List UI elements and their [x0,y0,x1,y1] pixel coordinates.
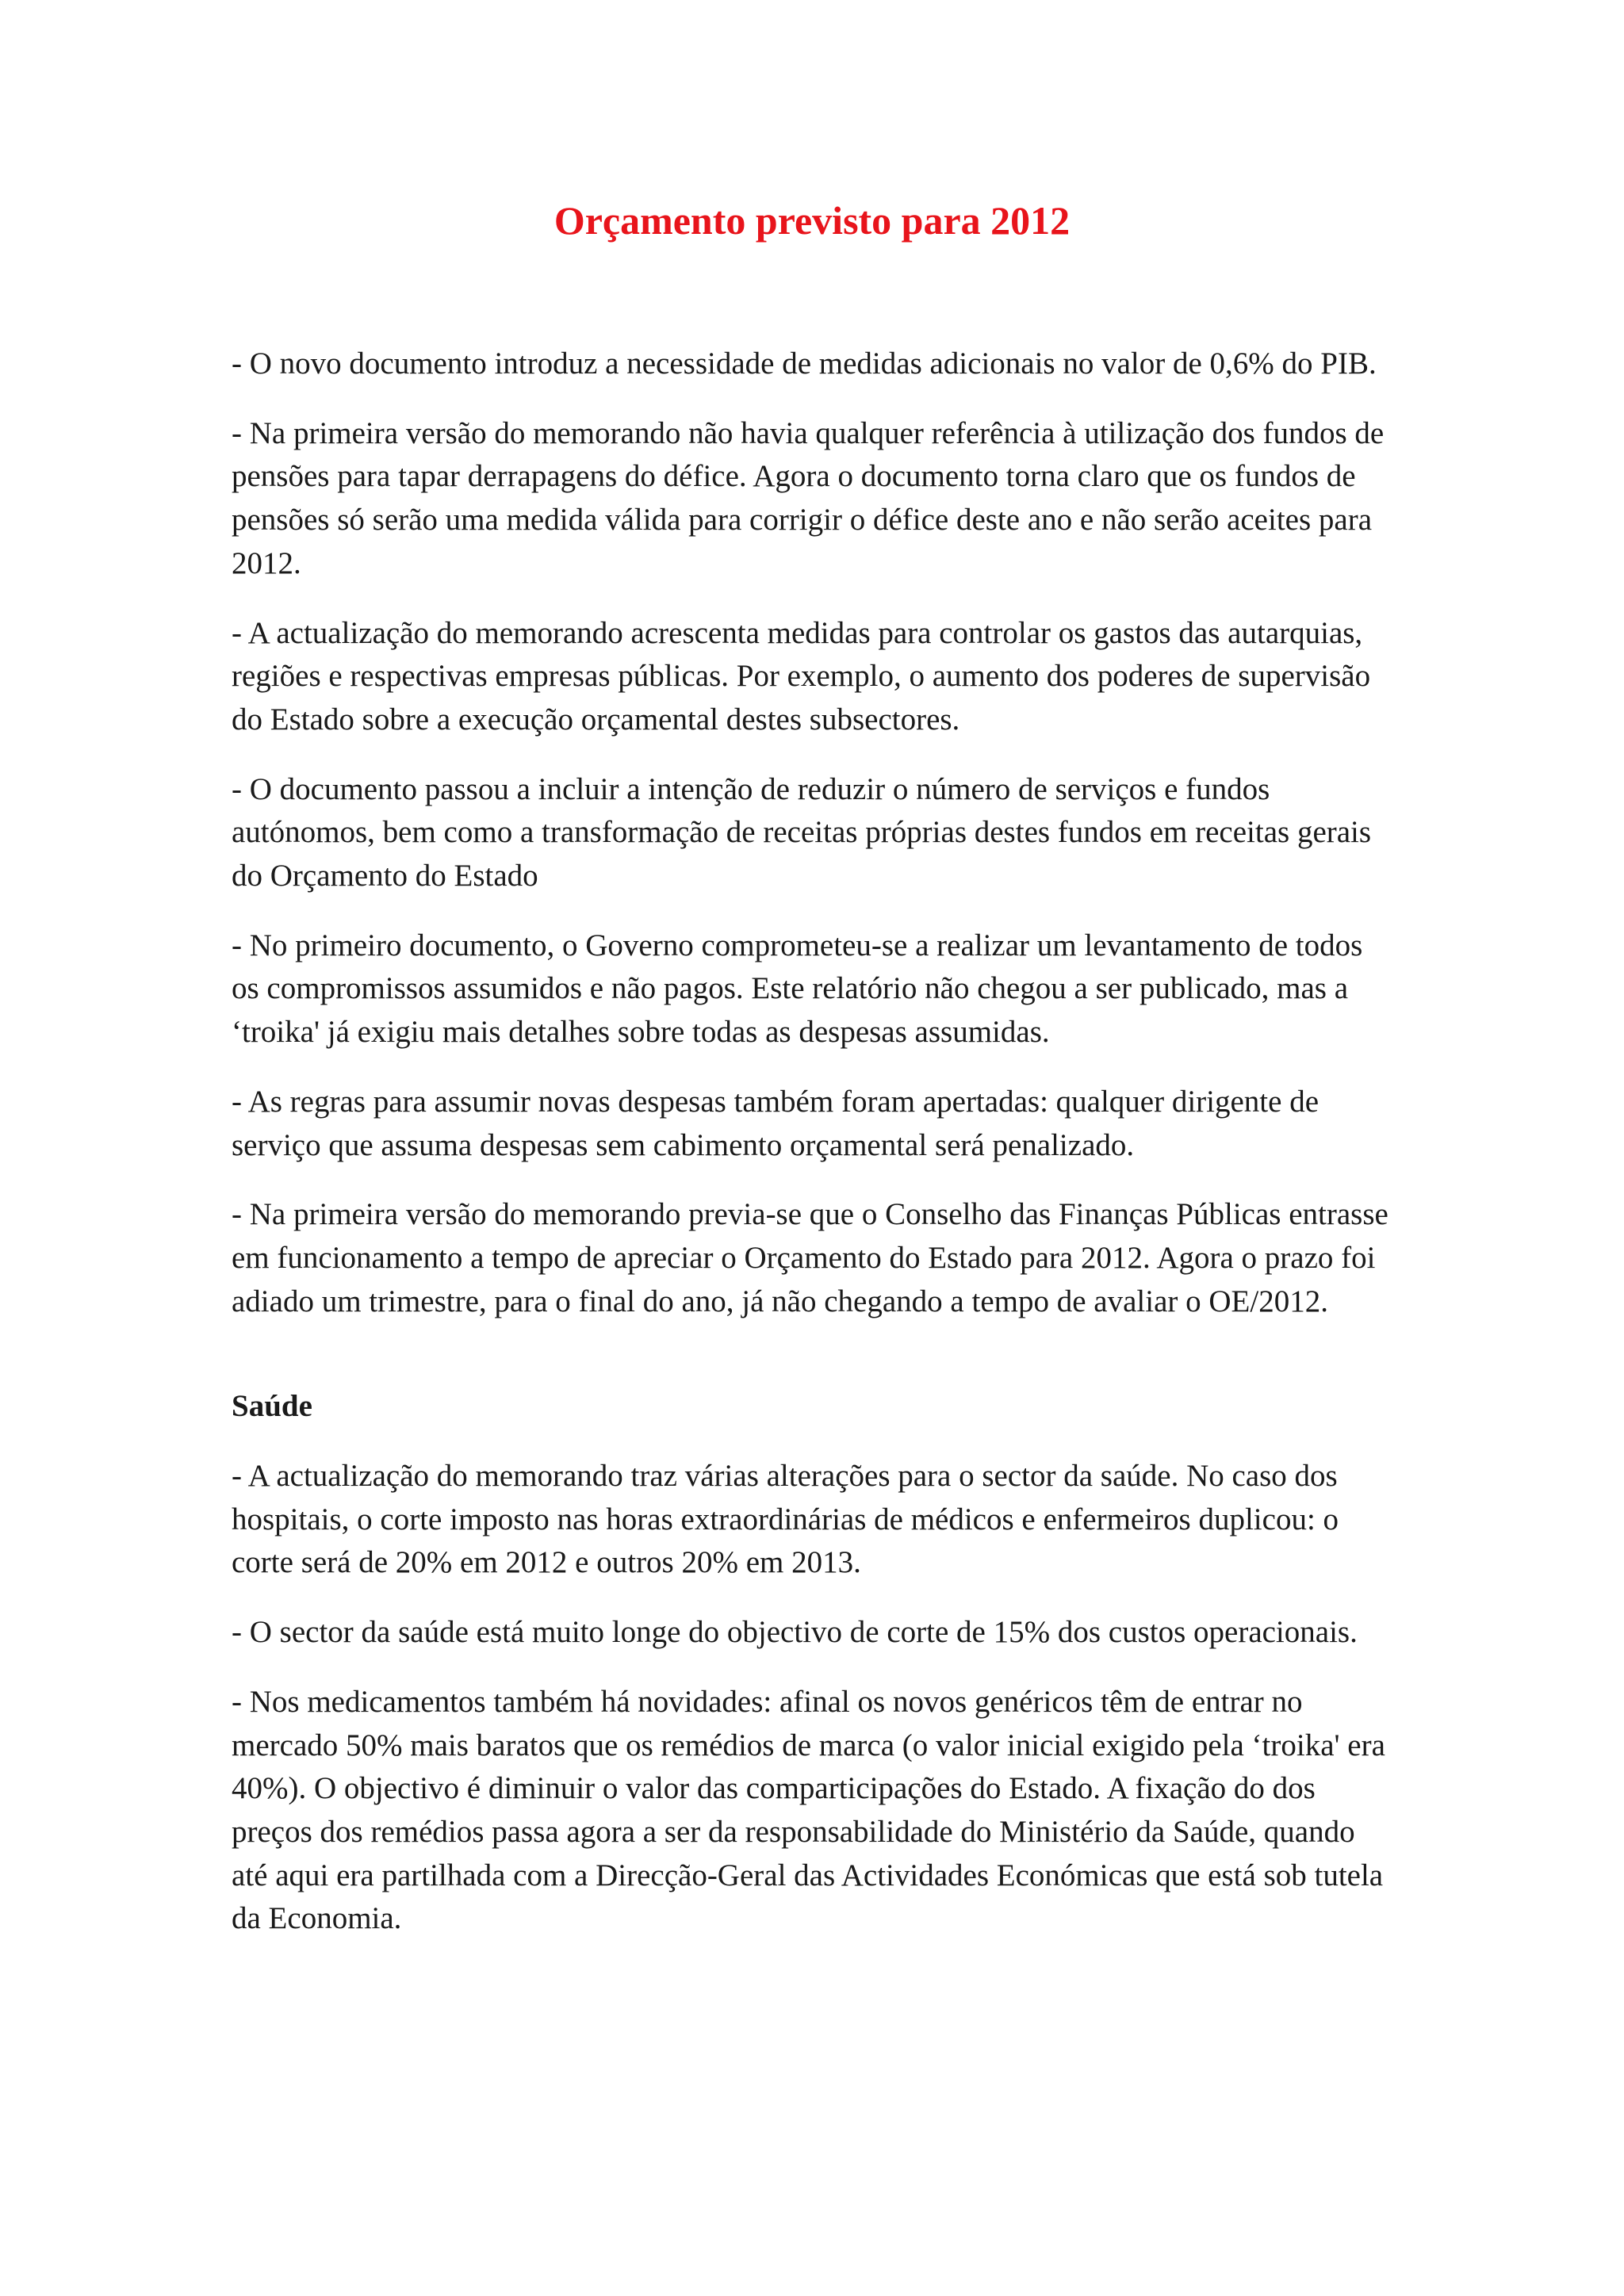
paragraph: - As regras para assumir novas despesas também foram apertadas: qualquer dirigente de serviço que assuma despesas sem cabimento orçamental será penalizado. [232,1084,1320,1162]
paragraph: - A actualização do memorando acrescenta medidas para controlar os gastos das autarquias, regiões e respectivas empresas públicas. Por exemplo, o aumento dos poderes de supervisão do Estado sobre a execução orçamental destes subsectores. [232,615,1371,737]
paragraph: - No primeiro documento, o Governo comprometeu-se a realizar um levantamento de todos os compromissos assumidos e não pagos. Este relatório não chegou a ser publicado, mas a ‘troika' já exigiu mais detalhes sobre todas as despesas assumidas. [232,928,1363,1050]
section-heading-saude: Saúde [232,1389,312,1424]
document-body [232,342,1397,1967]
page-title: Orçamento previsto para 2012 [553,198,1071,243]
paragraph: - Na primeira versão do memorando não havia qualquer referência à utilização dos fundos de pensões para tapar derrapagens do défice. Agora o documento torna claro que os fundos de pensões só serão uma medida válida para corrigir o défice deste ano e não serão aceites para 2012. [232,415,1385,580]
paragraph: - O sector da saúde está muito longe do objectivo de corte de 15% dos custos operacionais. [232,1615,1358,1650]
paragraph: - Nos medicamentos também há novidades: afinal os novos genéricos têm de entrar no mercado 50% mais baratos que os remédios de marca (o valor inicial exigido pela ‘troika' era 40%). O objectivo é diminuir o valor das comparticipações do Estado. A fixação do dos preços dos remédios passa agora a ser da responsabilidade do Ministério da Saúde, quando até aqui era partilhada com a Direcção-Geral das Actividades Económicas que está sob tutela da Economia. [232,1684,1385,1936]
paragraph: - Na primeira versão do memorando previa-se que o Conselho das Finanças Públicas entrasse em funcionamento a tempo de apreciar o Orçamento do Estado para 2012. Agora o prazo foi adiado um trimestre, para o final do ano, já não chegando a tempo de avaliar o OE/2012. [232,1197,1388,1318]
paragraph: - O documento passou a incluir a intenção de reduzir o número de serviços e fundos autónomos, bem como a transformação de receitas próprias destes fundos em receitas gerais do Orçamento do Estado [232,771,1372,894]
paragraph: - A actualização do memorando traz várias alterações para o sector da saúde. No caso dos hospitais, o corte imposto nas horas extraordinárias de médicos e enfermeiros duplicou: o corte será de 20% em 2012 e outros 20% em 2013. [232,1459,1339,1580]
paragraph: - O novo documento introduz a necessidade de medidas adicionais no valor de 0,6% do PIB. [232,346,1377,381]
